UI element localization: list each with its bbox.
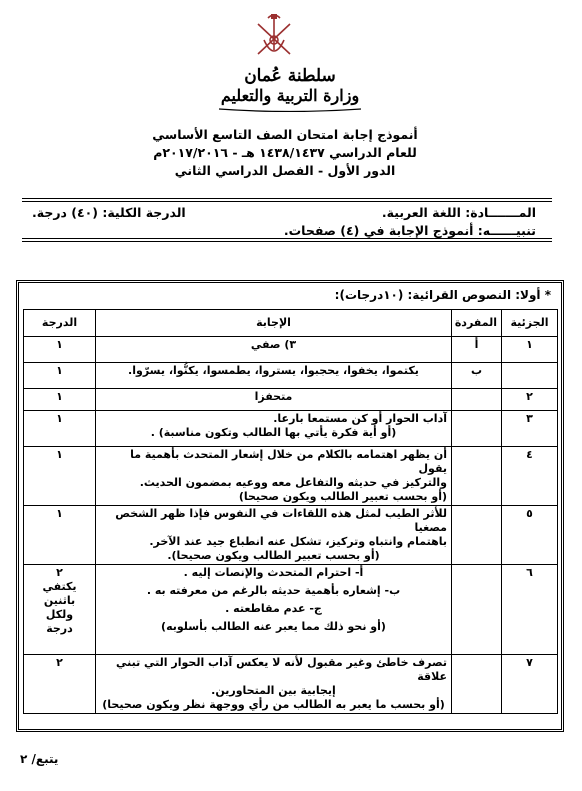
grade-line: ولكل [45,608,74,621]
grade-line: ٢ [56,656,63,669]
header-grade: الدرجة [24,310,96,337]
item-cell [452,655,502,714]
grade-cell [24,565,96,655]
section-title: * أولا: النصوص القرائية: (١٠درجات): [334,288,551,302]
oman-emblem-icon [252,10,296,66]
answer-line: للأثر الطيب لمثل هذه اللقاءات في النفوس فإذا ظهر الشخص مصغيا [115,507,447,534]
grade-cell [24,337,96,363]
answer-line: أن يظهر اهتمامه بالكلام من خلال إشعار المتحدث بأهمية ما يقول [130,448,447,475]
answer-line: متحفزا [254,390,293,403]
grade-cell [24,447,96,506]
answer-cell [96,655,452,714]
answer-line: (أو بحسب ما يعبر به الطالب من رأي ووجهة نظر ويكون صحيحا) [102,698,445,711]
grade-cell [24,411,96,447]
grade-line: ١ [56,364,63,377]
grade-line: ٢ [56,566,63,579]
item-cell: أ [452,337,502,363]
item-cell [452,565,502,655]
answer-cell [96,337,452,363]
grade-line: ١ [56,412,63,425]
part-cell: ١ [502,337,558,363]
answer-line: ب- إشعاره بأهمية حديثه بالرغم من معرفته به . [146,584,401,597]
grade-cell [24,655,96,714]
table-row [24,655,558,714]
table-row [24,363,558,389]
ministry-underline-ornament-icon [215,106,365,112]
answer-cell [96,363,452,389]
answer-line: (أو بحسب تعبير الطالب ويكون صحيحا). [167,549,380,562]
item-cell [452,411,502,447]
answer-cell [96,565,452,655]
table-row [24,389,558,411]
answer-line: ج- عدم مقاطعته . [225,602,322,615]
grade-cell [24,506,96,565]
part-cell: ٥ [502,506,558,565]
header-item: المفردة [452,310,502,337]
answer-line: آداب الحوار أو كن مستمعا بارعا. [273,412,447,425]
header-part: الجزئية [502,310,558,337]
table-row [24,447,558,506]
part-cell [502,363,558,389]
part-cell: ٧ [502,655,558,714]
answer-cell [96,411,452,447]
exam-session: الدور الأول - الفصل الدراسي الثاني [174,163,396,178]
table-header-row [24,310,558,337]
answers-box [16,280,564,732]
answer-line: والتركيز في حديثه والتفاعل معه ووعيه بمضمون الحديث. [139,476,447,489]
answer-line: إيجابية بين المتحاورين. [211,684,336,697]
total-grade-label: الدرجة الكلية: (٤٠) درجة. [32,205,186,220]
part-cell: ٣ [502,411,558,447]
answers-table [23,309,558,714]
pages-note: تنبيــــــه: أنموذج الإجابة في (٤) صفحات. [283,223,536,238]
subject-label: المـــــــادة: اللغة العربية. [381,205,536,220]
table-row [24,411,558,447]
info-row [32,205,536,223]
grade-line: ١ [56,338,63,351]
header-answer: الإجابة [96,310,452,337]
grade-line: يكتفي [42,580,77,593]
academic-year: للعام الدراسي ١٤٣٨/١٤٣٧ هـ - ٢٠١٧/٢٠١٦م [153,145,417,160]
answer-line: (أو بحسب تعبير الطالب ويكون صحيحا) [238,490,447,503]
grade-line: باثنين [43,594,76,607]
answer-line: باهتمام وانتباه وتركيز، تشكل عنه انطباع جيد عند الآخر. [149,535,447,548]
ministry-line-education: وزارة التربية والتعليم [220,86,360,105]
answer-line: (أو أية فكرة يأتي بها الطالب وتكون مناسبة) . [150,426,397,439]
continue-note: يتبع/ ٢ [20,752,59,766]
part-cell: ٢ [502,389,558,411]
answer-line: يكتموا، يخفوا، يحجبوا، يستروا، يطمسوا، يكنُّوا، يسرّوا. [128,364,419,377]
answer-line: تصرف خاطئ وغير مقبول لأنه لا يعكس آداب الحوار التي تبني علاقة [115,656,447,683]
grade-cell [24,389,96,411]
item-cell [452,389,502,411]
table-row [24,337,558,363]
answer-line: (أو نحو ذلك مما يعبر عنه الطالب بأسلوبه) [161,620,386,633]
ministry-header [210,66,370,112]
part-cell: ٦ [502,565,558,655]
item-cell [452,447,502,506]
grade-line: ١ [56,390,63,403]
grade-cell [24,363,96,389]
item-cell [452,506,502,565]
part-cell: ٤ [502,447,558,506]
answer-line: ٣) صفي [250,338,297,351]
answer-cell [96,506,452,565]
answer-line: أ- احترام المتحدث والإنصات إليه . [183,566,364,579]
exam-title: أنموذج إجابة امتحان الصف التاسع الأساسي [152,127,418,142]
table-row [24,565,558,655]
grade-line: درجة [46,622,73,635]
item-cell: ب [452,363,502,389]
ministry-line-oman: سلطنة عُمان [244,66,336,86]
answer-cell [96,447,452,506]
exam-title-block [150,126,420,180]
grade-line: ١ [56,507,63,520]
table-row [24,506,558,565]
exam-info-box [22,198,552,242]
answer-cell [96,389,452,411]
grade-line: ١ [56,448,63,461]
